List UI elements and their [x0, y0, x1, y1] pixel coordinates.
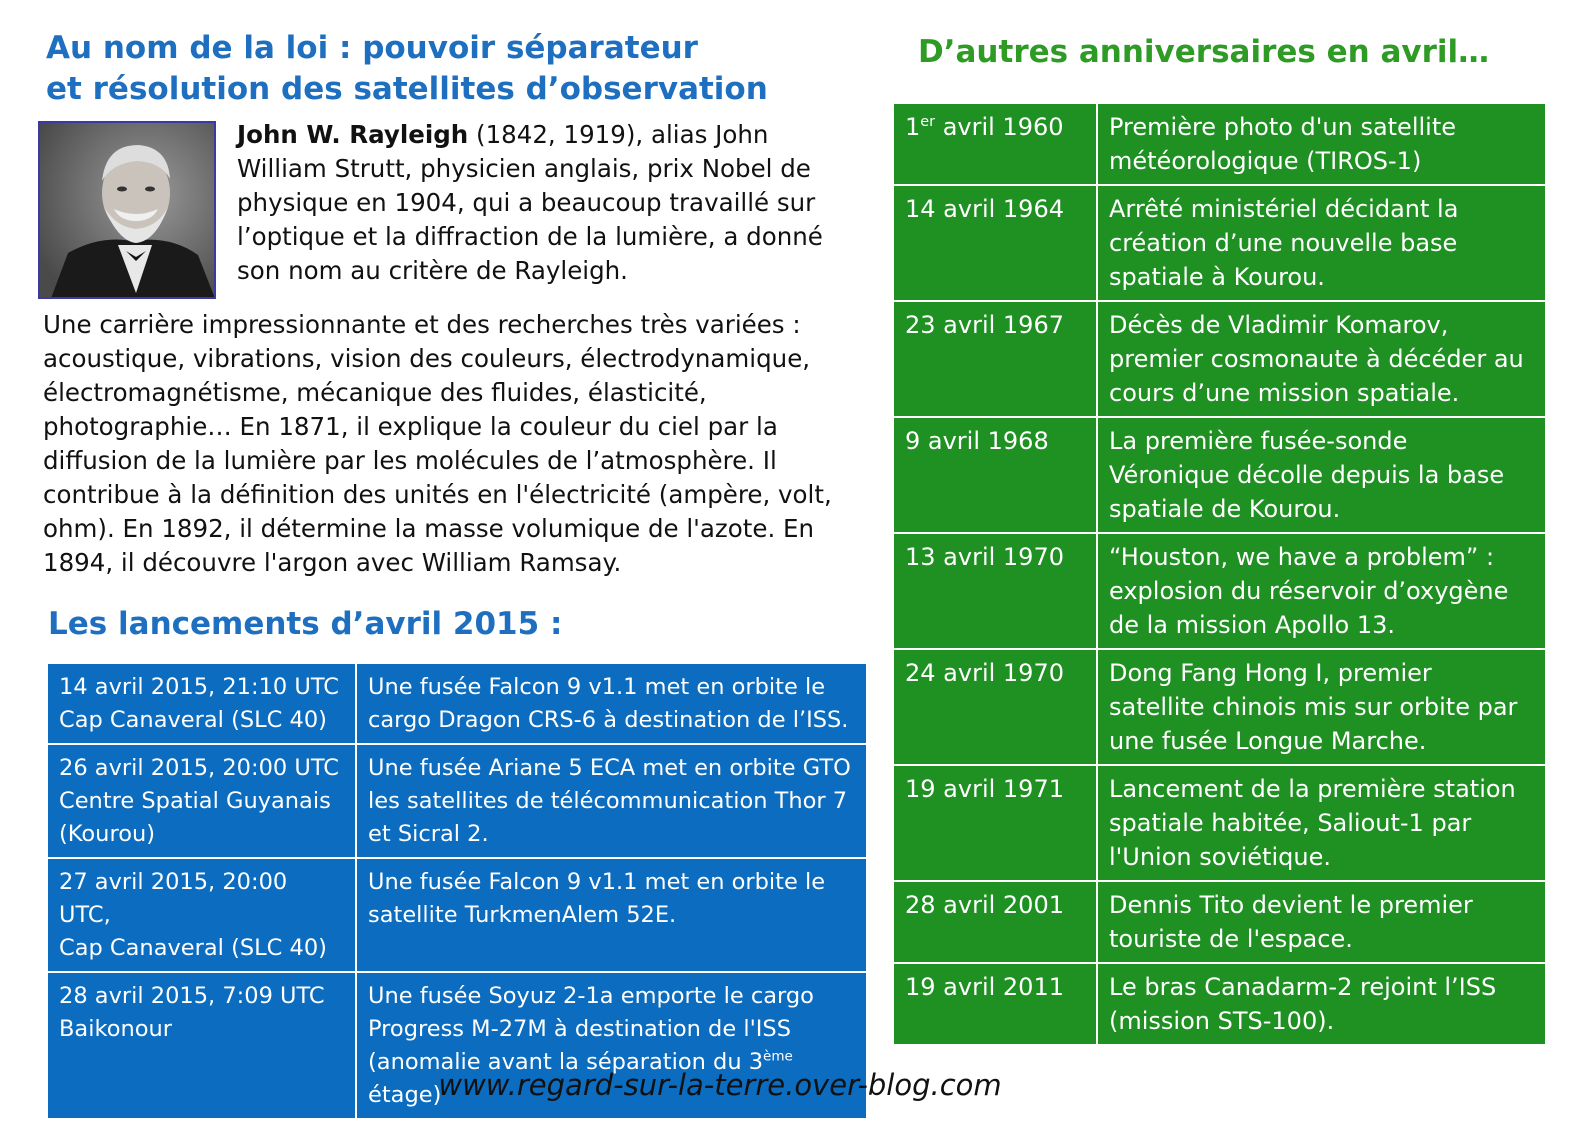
- launch-desc: Une fusée Falcon 9 v1.1 met en orbite le satellite TurkmenAlem 52E.: [356, 858, 867, 972]
- anniversaries-title: D’autres anniversaires en avril…: [918, 34, 1490, 70]
- anniv-date: 28 avril 2001: [893, 881, 1097, 963]
- anniv-date: 13 avril 1970: [893, 533, 1097, 649]
- launch-date-cell: [47, 744, 356, 858]
- anniv-date: 24 avril 1970: [893, 649, 1097, 765]
- bio-name: John W. Rayleigh: [237, 120, 469, 149]
- launch-desc: Une fusée Ariane 5 ECA met en orbite GTO les satellites de télécommunication Thor 7 et Sicral 2.: [356, 744, 867, 858]
- footer-url: www.regard-sur-la-terre.over-blog.com: [438, 1068, 1002, 1102]
- table-row: [893, 301, 1546, 417]
- table-row: [893, 103, 1546, 185]
- table-row: [893, 963, 1546, 1045]
- anniv-date: 9 avril 1968: [893, 417, 1097, 533]
- table-row: [893, 417, 1546, 533]
- anniv-desc: Arrêté ministériel décidant la création d’une nouvelle base spatiale à Kourou.: [1097, 185, 1546, 301]
- anniv-date: 23 avril 1967: [893, 301, 1097, 417]
- table-row: [893, 185, 1546, 301]
- title-line-1: Au nom de la loi : pouvoir séparateur: [46, 30, 698, 66]
- table-row: [893, 881, 1546, 963]
- launch-place: Centre Spatial Guyanais (Kourou): [59, 788, 331, 847]
- launches-table: [46, 662, 868, 1120]
- anniv-desc: Dong Fang Hong I, premier satellite chinois mis sur orbite par une fusée Longue Marche.: [1097, 649, 1546, 765]
- anniv-date-cell: [893, 103, 1097, 185]
- launch-place: Baikonour: [59, 1016, 173, 1042]
- bio-intro: [237, 118, 837, 288]
- launch-date-cell: [47, 858, 356, 972]
- title-line-2: et résolution des satellites d’observation: [46, 71, 768, 107]
- anniv-date: 19 avril 1971: [893, 765, 1097, 881]
- launch-desc-sup: ème: [763, 1048, 793, 1065]
- bio-intro-text: (1842, 1919), alias John William Strutt, physicien anglais, prix Nobel de physique en 1904, qui a beaucoup travaillé sur l’optique et la diffraction de la lumière, a donné son nom au critère de Rayleigh.: [237, 120, 823, 285]
- launch-place: Cap Canaveral (SLC 40): [59, 935, 327, 961]
- table-row: [47, 744, 867, 858]
- portrait-image: [40, 123, 216, 299]
- bio-body: Une carrière impressionnante et des recherches très variées : acoustique, vibrations, vision des couleurs, électrodynamique, électromagnétisme, mécanique des fluides, élasticité, photographie… En 1871, il explique la couleur du ciel par la diffusion de la lumière par les molécules de l’atmosphère. Il contribue à la définition des unités en l'électricité (ampère, volt, ohm). En 1892, il détermine la masse volumique de l'azote. En 1894, il découvre l'argon avec William Ramsay.: [43, 310, 832, 577]
- launch-desc: Une fusée Soyuz 2-1a emporte le cargo Progress M-27M à destination de l'ISS (anomalie avant la séparation du 3: [368, 983, 814, 1075]
- launches-title: Les lancements d’avril 2015 :: [48, 606, 563, 642]
- page-title: [46, 28, 768, 110]
- launch-place: Cap Canaveral (SLC 40): [59, 707, 327, 733]
- anniv-date-rest: avril 1960: [935, 113, 1064, 141]
- table-row: [47, 663, 867, 744]
- table-row: [893, 765, 1546, 881]
- launch-date: 28 avril 2015, 7:09 UTC: [59, 983, 325, 1009]
- launch-date: 14 avril 2015, 21:10 UTC: [59, 674, 339, 700]
- anniv-date-num: 1: [905, 113, 921, 141]
- anniv-desc: Première photo d'un satellite météorologique (TIROS-1): [1097, 103, 1546, 185]
- launch-desc-end: étage): [368, 1082, 442, 1108]
- anniv-desc: Lancement de la première station spatiale habitée, Saliout-1 par l'Union soviétique.: [1097, 765, 1546, 881]
- anniv-desc: Dennis Tito devient le premier touriste de l'espace.: [1097, 881, 1546, 963]
- anniv-desc: “Houston, we have a problem” : explosion du réservoir d’oxygène de la mission Apollo 13.: [1097, 533, 1546, 649]
- table-row: [893, 533, 1546, 649]
- table-row: [47, 858, 867, 972]
- anniv-desc: Décès de Vladimir Komarov, premier cosmonaute à décéder au cours d’une mission spatiale.: [1097, 301, 1546, 417]
- anniv-date: 19 avril 2011: [893, 963, 1097, 1045]
- launch-date: 26 avril 2015, 20:00 UTC: [59, 755, 339, 781]
- launch-date-cell: [47, 663, 356, 744]
- anniv-date: 14 avril 1964: [893, 185, 1097, 301]
- rayleigh-portrait: [38, 121, 216, 299]
- launch-desc: Une fusée Falcon 9 v1.1 met en orbite le cargo Dragon CRS-6 à destination de l’ISS.: [356, 663, 867, 744]
- anniversaries-table: [892, 102, 1547, 1046]
- anniv-date-sup: er: [920, 114, 936, 130]
- anniv-desc: La première fusée-sonde Véronique décolle depuis la base spatiale de Kourou.: [1097, 417, 1546, 533]
- anniv-desc: Le bras Canadarm-2 rejoint l’ISS (mission STS-100).: [1097, 963, 1546, 1045]
- table-row: [893, 649, 1546, 765]
- launch-date: 27 avril 2015, 20:00 UTC,: [59, 869, 288, 928]
